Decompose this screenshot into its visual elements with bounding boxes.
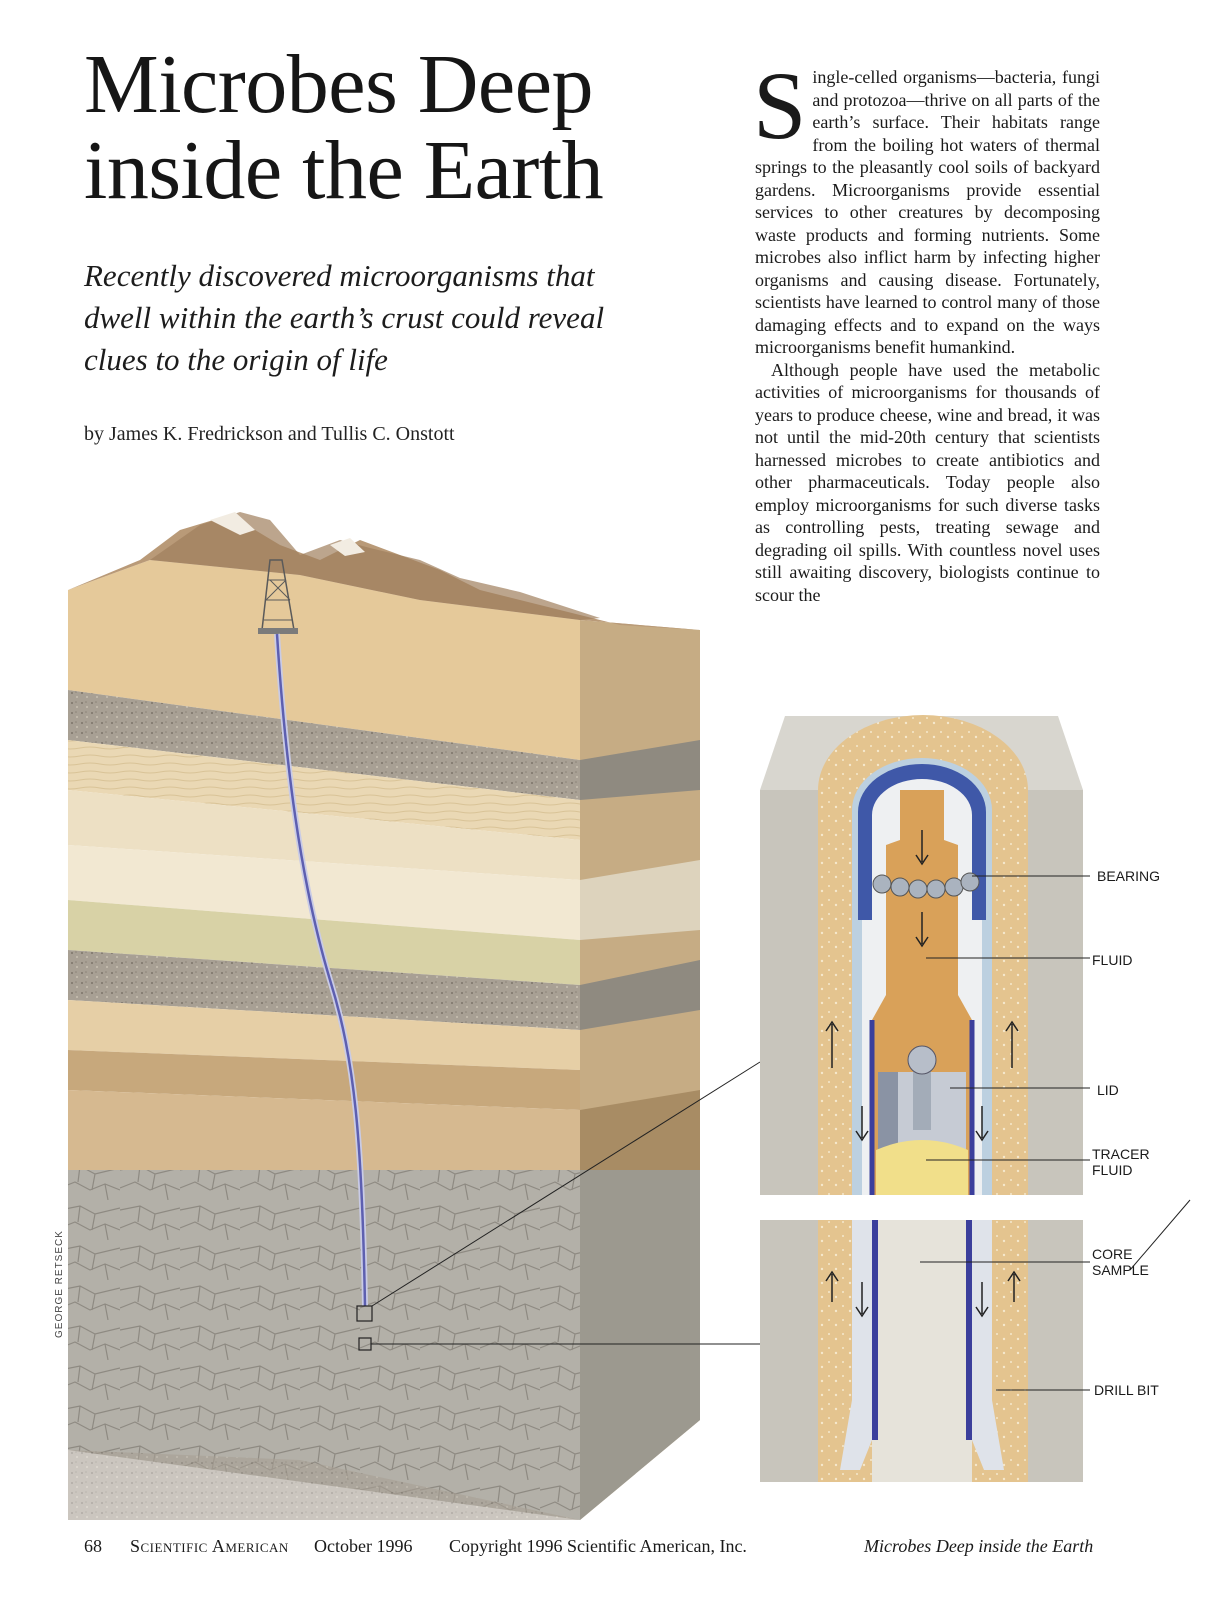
magazine-name: Scientific American [130,1536,289,1556]
copyright: Copyright 1996 Scientific American, Inc. [449,1536,747,1556]
running-title: Microbes Deep inside the Earth [864,1536,1094,1556]
label-lid: LID [1097,1082,1119,1098]
issue-date: October 1996 [314,1536,413,1556]
paragraph-2: Although people have used the metabolic activities of microorganisms for thousands of years to produce cheese, wine and bread, it was not until the mid-20th century that scientists harnessed microbes to create antibiotics and other pharmaceuticals. Today people also employ microorganisms for such diverse tasks as controlling pests, treating sewage and degrading oil spills. With countless novel uses still awaiting discovery, biologists continue to scour the [755,359,1100,605]
paragraph-1-text: ingle-celled organisms—bacteria, fungi and protozoa—thrive on all parts of the earth’s surface. Their habitats range from the boiling hot waters of thermal springs to the pleasantly cool soils of backyard gardens. Microorganisms provide essential services to other creatures by decomposing waste products and forming nutrients. Some microbes also inflict harm by infecting higher organisms and causing disease. Fortunately, scientists have learned to control many of those damaging effects and to expand on the ways microorganisms benefit humankind. [755,67,1100,357]
page-number: 68 [84,1536,102,1556]
geology-illustration [0,500,1212,1530]
label-bearing: BEARING [1097,868,1161,884]
paragraph-1 [753,52,1100,359]
block-side-face [580,620,700,1520]
drill-inset-lower [760,1220,1083,1482]
byline: by James K. Fredrickson and Tullis C. Onstott [84,423,455,445]
article-deck: Recently discovered microorganisms that dwell within the earth’s crust could reveal clues to the origin of life [84,258,605,377]
label-drill-bit: DRILL BIT [1094,1382,1159,1398]
article-title: Microbes Deep inside the Earth [84,38,604,217]
drill-inset-upper [760,715,1083,1195]
label-core-sample: CORE SAMPLE [1092,1246,1149,1278]
drop-cap: S [753,52,807,159]
label-tracer-fluid: TRACER FLUID [1092,1146,1150,1178]
illustration-credit: GEORGE RETSECK [54,1230,65,1338]
label-fluid: FLUID [1092,952,1133,968]
block-front-face [68,560,580,1520]
